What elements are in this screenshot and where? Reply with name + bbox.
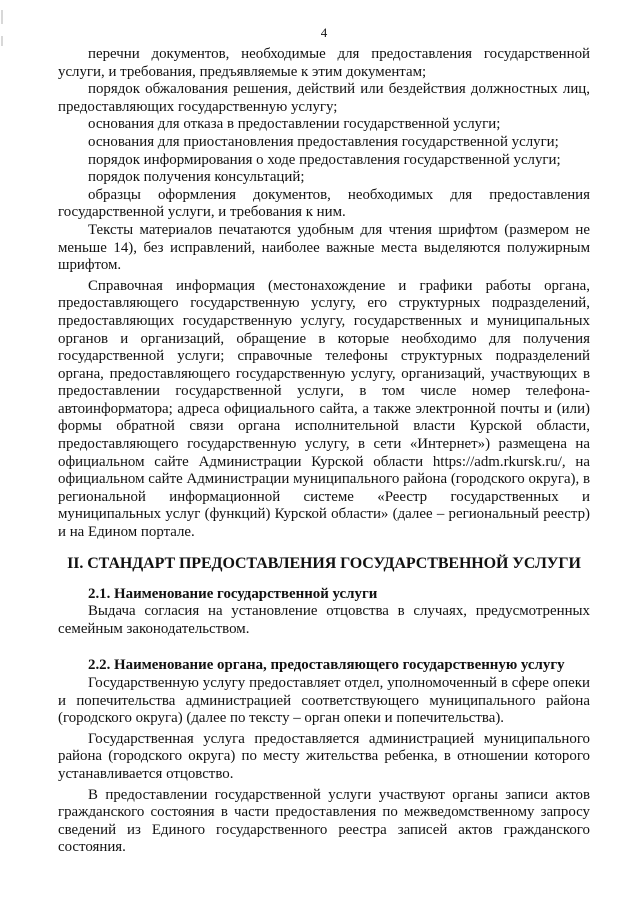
subsection-2-1-text: Выдача согласия на установление отцовства в случаях, предусмотренных семейным законодательством. [58, 603, 590, 637]
subsection-2-2-paragraph: Государственная услуга предоставляется администрацией муниципального района (городского округа) по месту жительства ребенка, в отношении которого устанавливается отцовство. [58, 730, 590, 782]
paragraph-font-requirements: Тексты материалов печатаются удобным для чтения шрифтом (размером не меньше 14), без исправлений, наиболее важные места выделяются полужирным шрифтом. [58, 221, 590, 274]
subsection-heading-2-1: 2.1. Наименование государственной услуги [88, 585, 378, 602]
list-item-suspension: основания для приостановления предоставления государственной услуги; [88, 133, 559, 150]
document-page [58, 24, 590, 857]
subsection-2-2-paragraph: Государственную услугу предоставляет отдел, уполномоченный в сфере опеки и попечительства администрацией соответствующего муниципального района (городского округа) (далее по тексту – орган опеки и попечительства). [58, 675, 590, 727]
subsection-heading-2-2: 2.2. Наименование органа, предоставляющего государственную услугу [88, 657, 565, 674]
subsection-2-2-paragraph: В предоставлении государственной услуги участвуют органы записи актов гражданского состояния в части предоставления по межведомственному запросу сведений из Единого государственного реестра записей актов гражданского состояния. [58, 786, 590, 856]
section-title: II. СТАНДАРТ ПРЕДОСТАВЛЕНИЯ ГОСУДАРСТВЕННОЙ УСЛУГИ [67, 554, 581, 572]
paragraph-reference-information: Справочная информация (местонахождение и графики работы органа, предоставляющего государственную услугу, его структурных подразделений, предоставляющих государственную услугу, государственных и муниципальных органов и организаций, обращение в которые необходимо для получения государственной услуги; справочные телефоны структурных подразделений органа, предоставляющего государственную услугу, организаций, участвующих в предоставлении государственной услуги, в том числе номер телефона-автоинформатора; адреса официального сайта, а также электронной почты и (или) формы обратной связи органа исполнительной власти Курской области, предоставляющего государственную услугу, в сети «Интернет») размещена на официальном сайте Администрации Курской области https://adm.rkursk.ru/, на официальном сайте Администрации муниципального района (городского округа), в региональной информационной системе «Реестр государственных и муниципальных услуг (функций) Курской области» (далее – региональный реестр) и на Едином портале. [58, 277, 590, 541]
page-edge-marks [0, 0, 5, 905]
list-item-appeal: порядок обжалования решения, действий или бездействия должностных лиц, предоставляющих государственную услугу; [58, 81, 590, 115]
list-item-samples: образцы оформления документов, необходимых для предоставления государственной услуги, и требования к ним. [58, 186, 590, 221]
page-number: 4 [320, 25, 328, 40]
list-item-information: порядок информирования о ходе предоставления государственной услуги; [88, 151, 561, 168]
list-item-consultations: порядок получения консультаций; [88, 169, 305, 186]
list-item-documents: перечни документов, необходимые для предоставления государственной услуги, и требования, предъявляемые к этим документам; [58, 46, 590, 80]
list-item-refusal: основания для отказа в предоставлении государственной услуги; [88, 116, 501, 133]
